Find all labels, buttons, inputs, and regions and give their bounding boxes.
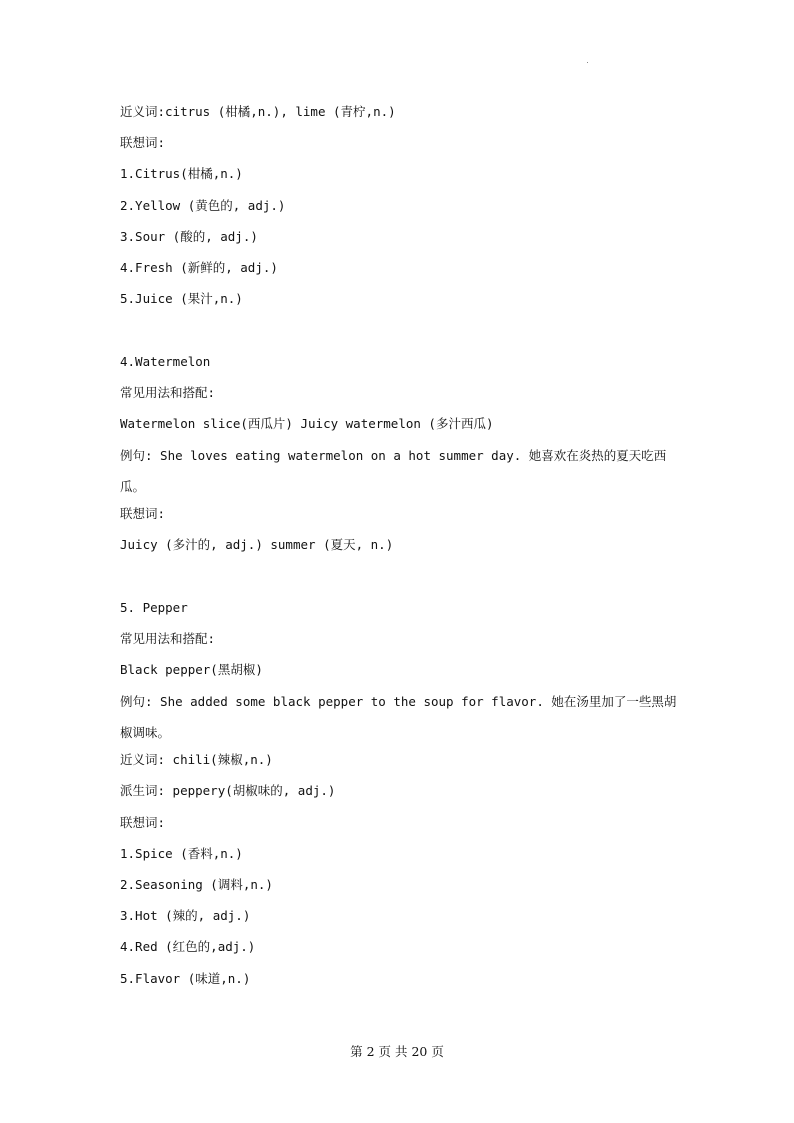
synonyms-line: 近义词:citrus (柑橘,n.), lime (青柠,n.) (120, 104, 396, 119)
list-item: 4.Red (红色的,adj.) (120, 939, 256, 955)
usage-line: Watermelon slice(西瓜片) Juicy watermelon (多汁西瓜) (120, 415, 494, 431)
associated-words-heading: 联想词: (120, 814, 166, 830)
list-item: 5.Juice (果汁,n.) (120, 291, 243, 307)
associated-words-line: Juicy (多汁的, adj.) summer (夏天, n.) (120, 537, 394, 553)
entry-heading-watermelon: 4.Watermelon (120, 353, 211, 369)
usage-line: Black pepper(黑胡椒) (120, 662, 263, 677)
usage-heading: 常见用法和搭配: (120, 630, 216, 646)
page-number-footer: 第 2 页 共 20 页 (350, 1044, 444, 1059)
usage-heading: 常见用法和搭配: (120, 384, 216, 400)
list-item: 3.Hot (辣的, adj.) (120, 908, 251, 924)
list-item: 1.Citrus(柑橘,n.) (120, 166, 243, 182)
associated-words-heading: 联想词: (120, 506, 166, 522)
list-item: 2.Yellow (黄色的, adj.) (120, 197, 286, 213)
blank-line (120, 565, 680, 596)
list-item: 1.Spice (香料,n.) (120, 845, 243, 861)
list-item: 4.Fresh (新鲜的, adj.) (120, 259, 278, 275)
list-item: 2.Seasoning (调料,n.) (120, 876, 273, 892)
derivatives-line: 派生词: peppery(胡椒味的, adj.) (120, 783, 336, 799)
page-content (120, 101, 680, 999)
page-mark (587, 62, 588, 63)
blank-line (120, 319, 680, 350)
synonyms-line: 近义词: chili(辣椒,n.) (120, 752, 273, 768)
example-sentence: 例句: She loves eating watermelon on a hot summer day. 她喜欢在炎热的夏天吃西瓜。 (120, 448, 667, 495)
example-sentence: 例句: She added some black pepper to the soup for flavor. 她在汤里加了一些黑胡椒调味。 (120, 694, 677, 741)
associated-words-heading: 联想词: (120, 135, 166, 151)
entry-heading-pepper: 5. Pepper (120, 599, 188, 615)
list-item: 5.Flavor (味道,n.) (120, 970, 251, 986)
list-item: 3.Sour (酸的, adj.) (120, 228, 258, 244)
